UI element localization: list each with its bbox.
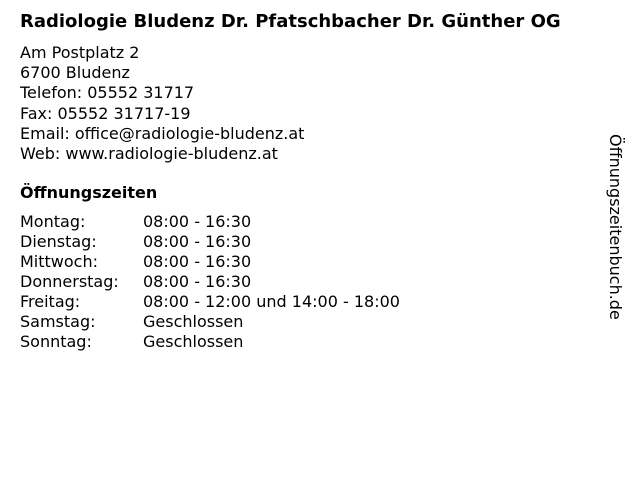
street-address: Am Postplatz 2 bbox=[20, 43, 140, 62]
hours-day: Dienstag: bbox=[20, 232, 97, 251]
hours-day: Samstag: bbox=[20, 312, 96, 331]
hours-time: 08:00 - 16:30 bbox=[143, 272, 252, 291]
hours-time: 08:00 - 12:00 und 14:00 - 18:00 bbox=[143, 292, 400, 311]
hours-row bbox=[20, 312, 400, 332]
opening-hours-table bbox=[20, 212, 400, 352]
brand-watermark: Öffnungszeitenbuch.de bbox=[606, 134, 625, 320]
hours-time: 08:00 - 16:30 bbox=[143, 232, 252, 251]
opening-hours-heading: Öffnungszeiten bbox=[20, 183, 158, 202]
hours-row bbox=[20, 332, 400, 352]
hours-time: Geschlossen bbox=[143, 312, 244, 331]
hours-day: Sonntag: bbox=[20, 332, 92, 351]
hours-day: Mittwoch: bbox=[20, 252, 98, 271]
hours-row bbox=[20, 272, 400, 292]
hours-day: Donnerstag: bbox=[20, 272, 119, 291]
contact-block bbox=[20, 43, 304, 164]
hours-row bbox=[20, 252, 400, 272]
hours-row bbox=[20, 232, 400, 252]
hours-day: Freitag: bbox=[20, 292, 81, 311]
fax-number: Fax: 05552 31717-19 bbox=[20, 103, 191, 123]
hours-time: 08:00 - 16:30 bbox=[143, 212, 252, 231]
hours-row bbox=[20, 292, 400, 312]
page-title: Radiologie Bludenz Dr. Pfatschbacher Dr. Günther OG bbox=[20, 11, 561, 32]
phone-number: Telefon: 05552 31717 bbox=[20, 83, 195, 103]
website-address: Web: www.radiologie-bludenz.at bbox=[20, 144, 278, 164]
hours-time: Geschlossen bbox=[143, 332, 244, 351]
hours-day: Montag: bbox=[20, 212, 86, 231]
hours-time: 08:00 - 16:30 bbox=[143, 252, 252, 271]
hours-row bbox=[20, 212, 400, 232]
city-address: 6700 Bludenz bbox=[20, 63, 130, 83]
email-address: Email: office@radiologie-bludenz.at bbox=[20, 123, 305, 143]
